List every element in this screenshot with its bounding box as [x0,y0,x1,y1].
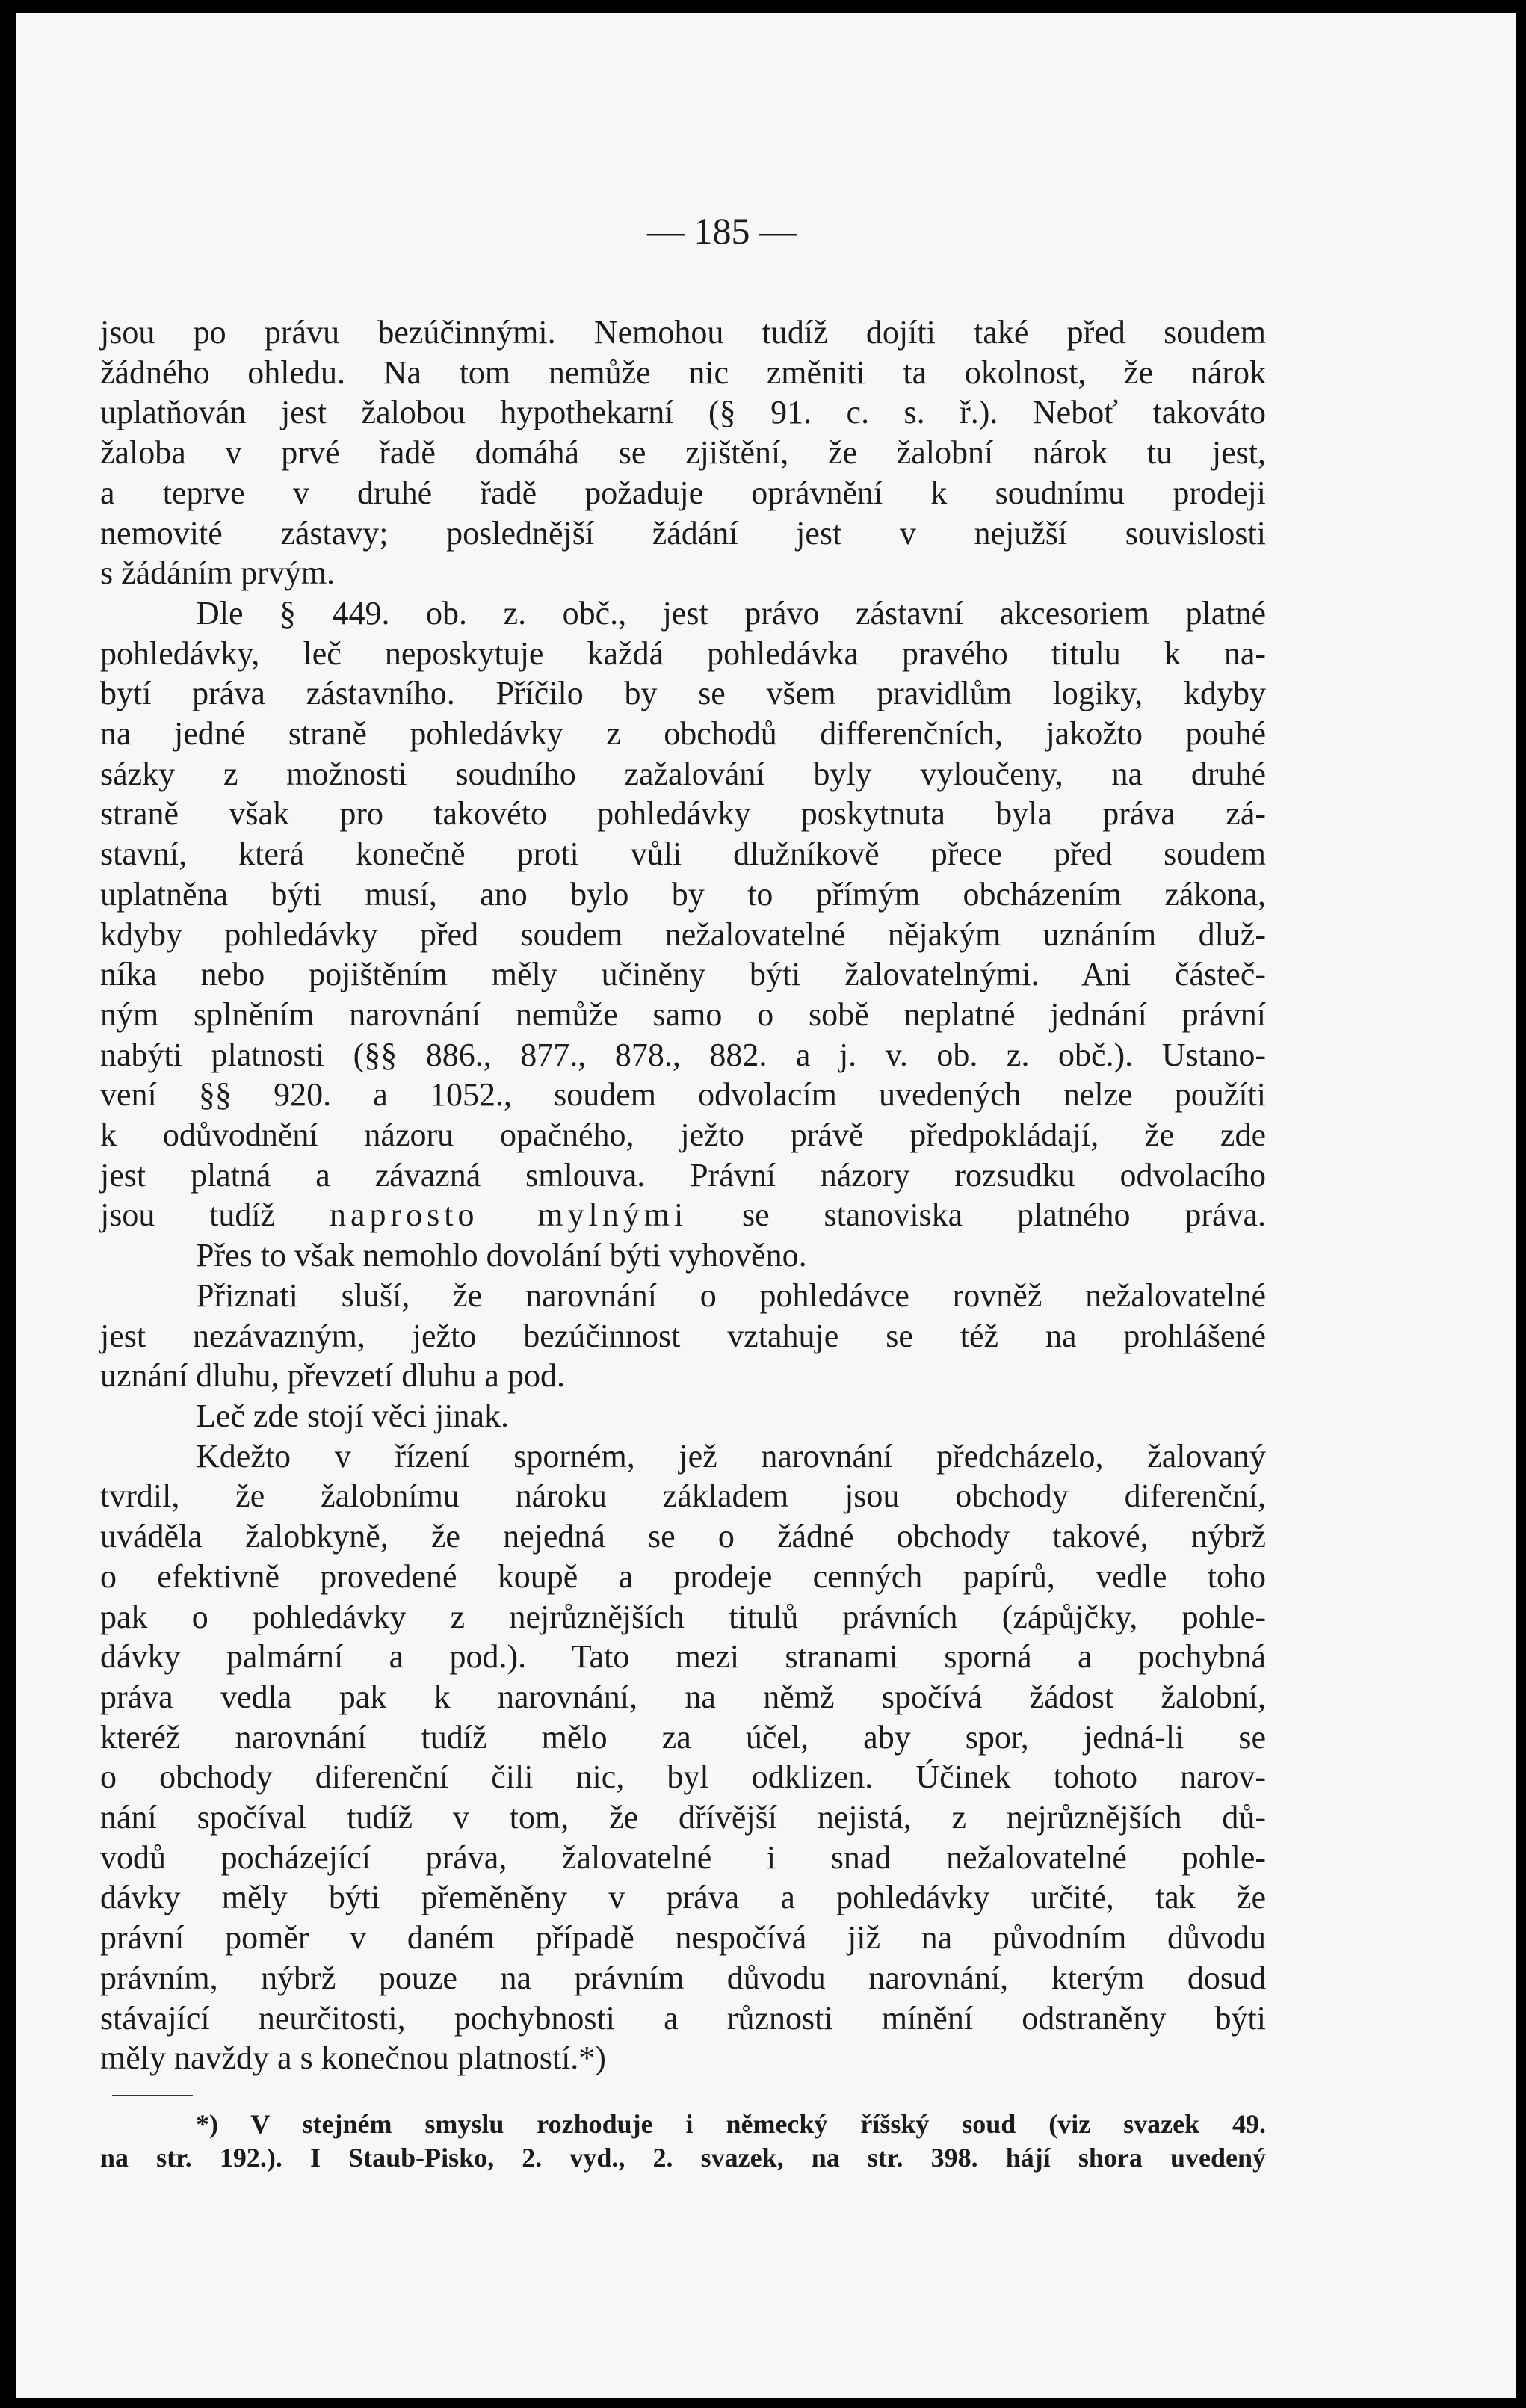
text-line: Dle § 449. ob. z. obč., jest právo zástavní akcesoriem platné [196,594,1266,632]
text-line: tvrdil, že žalobnímu nároku základem jsou obchody diferenční, [100,1478,1266,1515]
paragraph-3 [100,1235,1266,1276]
text-line: nání spočíval tudíž v tom, že dřívější nejistá, z nejrůznějších dů- [100,1799,1266,1836]
paragraph-4 [100,1276,1266,1396]
text-line: vení §§ 920. a 1052., soudem odvolacím uvedených nelze použíti [100,1076,1266,1114]
text-line: uznání dluhu, převzetí dluhu a pod. [100,1357,565,1395]
text-line: a teprve v druhé řadě požaduje oprávnění k soudnímu prodeji [100,474,1266,511]
text-line: pohledávky, leč neposkytuje každá pohledávka pravého titulu k na- [100,635,1266,672]
text-line: uváděla žalobkyně, že nejedná se o žádné obchody takové, nýbrž [100,1518,1266,1555]
text-line: jsou po právu bezúčinnými. Nemohou tudíž dojíti také před soudem [100,314,1266,351]
text-line: dávky měly býti přeměněny v práva a pohledávky určité, tak že [100,1879,1266,1916]
paragraph-2 [100,593,1266,1235]
text-line: jest platná a závazná smlouva. Právní názory rozsudku odvolacího [100,1156,1266,1194]
text-line: stavní, která konečně proti vůli dlužníkově přece před soudem [100,836,1266,873]
text-line: stávající neurčitosti, pochybnosti a různosti mínění odstraněny býti [100,1999,1266,2037]
text-line-emphasis [100,1195,1266,1235]
text-line: nemovité zástavy; poslednější žádání jest v nejužší souvislosti [100,514,1266,552]
text-line: nabýti platnosti (§§ 886., 877., 878., 882. a j. v. ob. z. obč.). Ustano- [100,1036,1266,1073]
text-line: s žádáním prvým. [100,555,336,592]
text-line: na jedné straně pohledávky z obchodů differenčních, jakožto pouhé [100,715,1266,753]
text-line: dávky palmární a pod.). Tato mezi stranami sporná a pochybná [100,1638,1266,1676]
emphasized-text: naprosto mylnými [329,1197,688,1234]
text-line: o obchody diferenční čili nic, byl odklizen. Účinek tohoto narov- [100,1759,1266,1796]
text-line: Leč zde stojí věci jinak. [196,1397,510,1434]
paragraph-5 [100,1396,1266,1436]
text-line: sázky z možnosti soudního zažalování byly vyloučeny, na druhé [100,755,1266,792]
paragraph-1 [100,312,1266,593]
text-line: Kdežto v řízení sporném, jež narovnání předcházelo, žalovaný [196,1437,1266,1475]
text-line: níka nebo pojištěním měly učiněny býti žalovatelnými. Ani částeč- [100,956,1266,993]
document-page [16,13,1516,2398]
text-line: bytí práva zástavního. Příčilo by se všem pravidlům logiky, kdyby [100,675,1266,712]
paragraph-6 [100,1436,1266,2078]
text-line: práva vedla pak k narovnání, na němž spočívá žádost žalobní, [100,1678,1266,1715]
text-line: právní poměr v daném případě nespočívá již na původním důvodu [100,1919,1266,1957]
text-line: Přiznati sluší, že narovnání o pohledávce rovněž nežalovatelné [196,1276,1266,1314]
text-line: o efektivně provedené koupě a prodeje cenných papírů, vedle toho [100,1558,1266,1595]
text-line: žádného ohledu. Na tom nemůže nic změniti ta okolnost, že nárok [100,354,1266,391]
page-number: — 185 — [647,210,797,252]
text-line: straně však pro takovéto pohledávky poskytnuta byla práva zá- [100,795,1266,833]
text-line: pak o pohledávky z nejrůznějších titulů právních (zápůjčky, pohle- [100,1598,1266,1635]
text-line: žaloba v prvé řadě domáhá se zjištění, že žalobní nárok tu jest, [100,434,1266,472]
footnote-line: na str. 192.). I Staub-Pisko, 2. vyd., 2. svazek, na str. 398. hájí shora uvedený [100,2143,1266,2173]
text-line: Přes to však nemohlo dovolání býti vyhověno. [196,1237,807,1274]
text-line: uplatněna býti musí, ano bylo by to přímým obcházením zákona, [100,875,1266,913]
text-line: vodů pocházející práva, žalovatelné i snad nežalovatelné pohle- [100,1839,1266,1876]
text-line: ným splněním narovnání nemůže samo o sobě neplatné jednání právní [100,995,1266,1033]
text-line: kdyby pohledávky před soudem nežalovatelné nějakým uznáním dluž- [100,916,1266,953]
footnote-divider [112,2095,193,2096]
text-line: k odůvodnění názoru opačného, ježto právě předpokládají, že zde [100,1117,1266,1154]
text-line: jest nezávazným, ježto bezúčinnost vztahuje se též na prohlášené [100,1317,1266,1354]
text-line: kteréž narovnání tudíž mělo za účel, aby spor, jedná-li se [100,1718,1266,1756]
footnote-line: *) V stejném smyslu rozhoduje i německý říšský soud (viz svazek 49. [196,2109,1266,2139]
text-line: měly navždy a s konečnou platností.*) [100,2040,606,2077]
footnote [100,2108,1266,2175]
body-text [100,312,1266,2078]
text-fragment: jsou tudíž [100,1197,276,1234]
text-line: právním, nýbrž pouze na právním důvodu narovnání, kterým dosud [100,1959,1266,1996]
text-fragment: se stanoviska platného práva. [742,1197,1267,1234]
text-line: uplatňován jest žalobou hypothekarní (§ 91. c. s. ř.). Neboť takováto [100,394,1266,431]
